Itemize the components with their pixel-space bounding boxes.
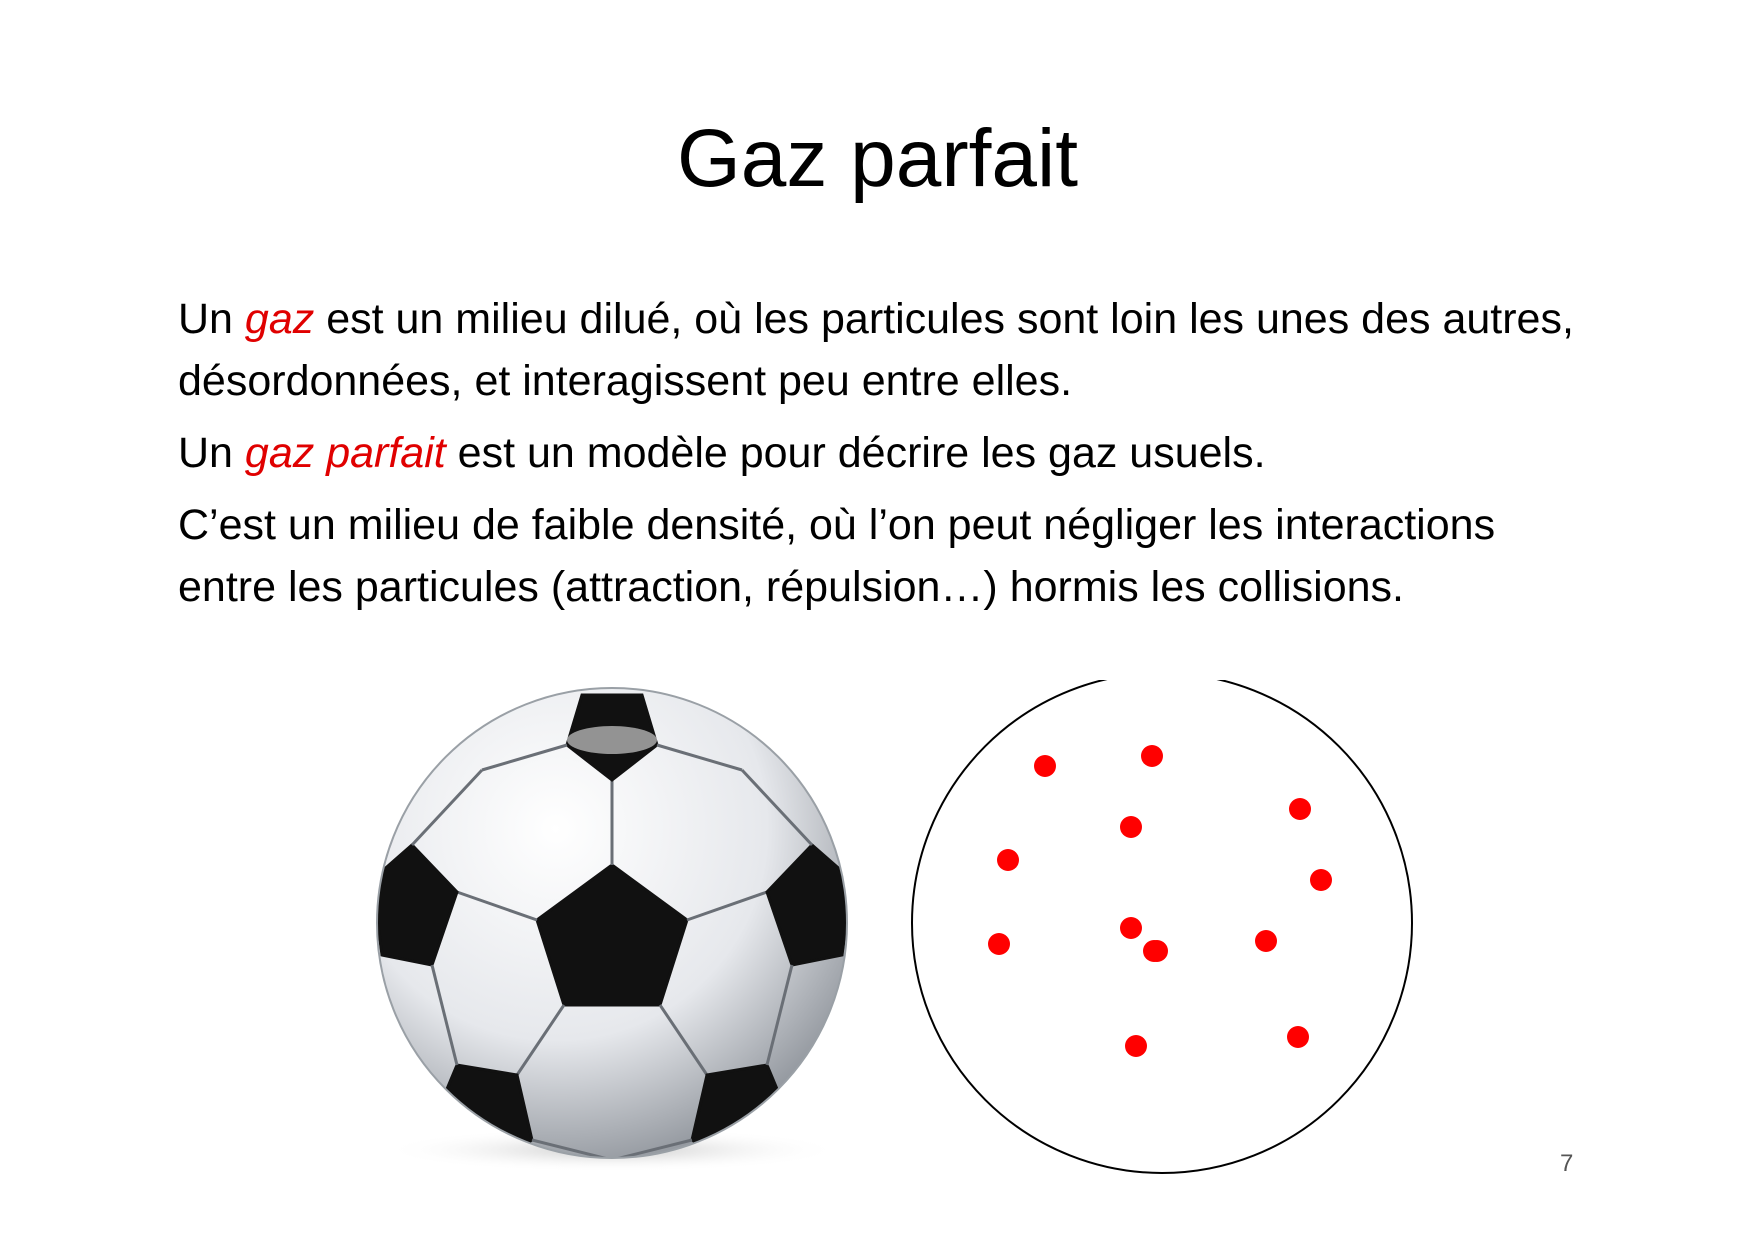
paragraph-text: est un modèle pour décrire les gaz usuels.: [445, 429, 1266, 477]
paragraph-text: C’est un milieu de faible densité, où l’on peut négliger les interactions entre les particules (attraction, répulsion…) hormis les collisions.: [178, 501, 1496, 611]
soccer-ball-image: [362, 680, 862, 1180]
particle-dot: [1287, 1026, 1309, 1048]
particle-dot: [997, 849, 1019, 871]
emphasis-gaz: gaz: [244, 295, 315, 343]
particle-dot: [988, 933, 1010, 955]
particle-dot: [1143, 940, 1165, 962]
particle-dot: [1310, 869, 1332, 891]
page-number: 7: [1560, 1150, 1574, 1177]
particle-dot: [1289, 798, 1311, 820]
gas-particles-diagram: [900, 680, 1420, 1180]
paragraph-gaz-parfait: [178, 422, 1598, 484]
particle-dot: [1120, 816, 1142, 838]
paragraph-faible-densite: [178, 494, 1598, 618]
particle-dot: [1125, 1035, 1147, 1057]
particle-dot: [1034, 755, 1056, 777]
particle-dot: [1120, 917, 1142, 939]
paragraph-text: est un milieu dilué, où les particules sont loin les unes des autres, désordonnées, et interagissent peu entre elles.: [178, 295, 1574, 405]
particle-dot: [1255, 930, 1277, 952]
slide-body: [178, 288, 1598, 628]
emphasis-gaz-parfait: gaz parfait: [244, 429, 446, 477]
particle-dot: [1141, 745, 1163, 767]
paragraph-gaz-definition: [178, 288, 1598, 412]
slide-title: Gaz parfait: [676, 113, 1079, 204]
particle-container-circle: [900, 680, 1420, 1180]
soccer-ball-icon: [362, 680, 862, 1180]
paragraph-text: Un: [178, 295, 245, 343]
paragraph-text: Un: [178, 429, 245, 477]
